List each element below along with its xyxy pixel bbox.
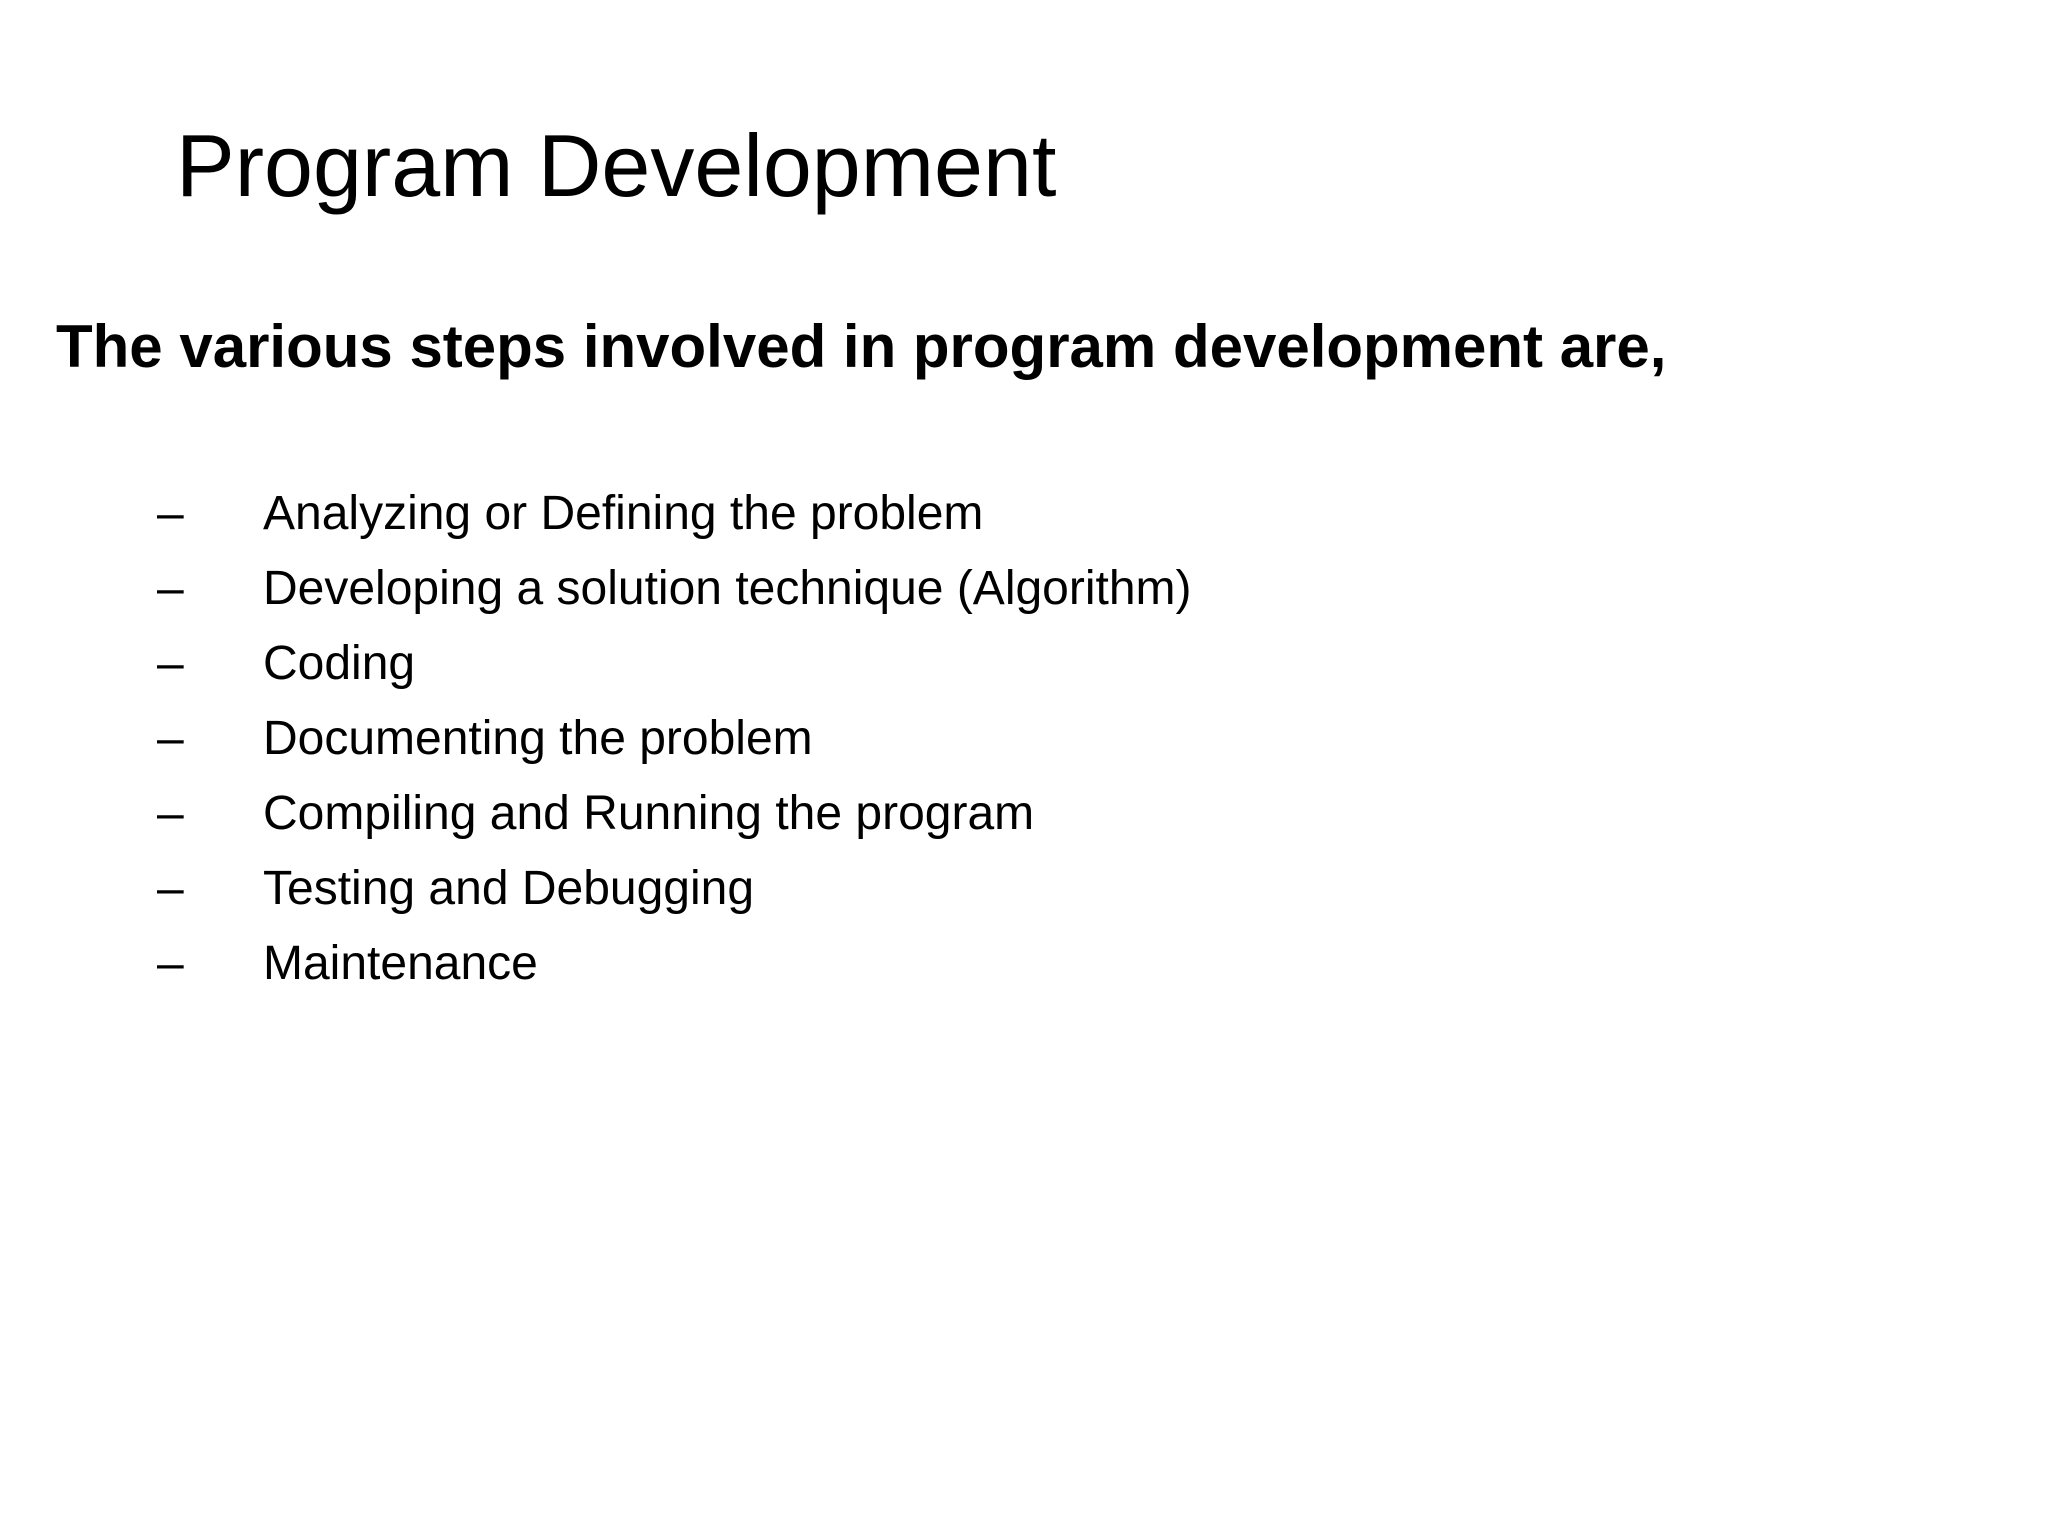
step-label: Analyzing or Defining the problem bbox=[263, 487, 984, 540]
step-label: Testing and Debugging bbox=[263, 862, 755, 915]
dash-bullet: – bbox=[157, 487, 184, 540]
list-item bbox=[0, 926, 1700, 1001]
dash-bullet: – bbox=[157, 937, 184, 990]
step-label: Maintenance bbox=[263, 937, 538, 990]
step-label: Developing a solution technique (Algorithm) bbox=[263, 562, 1192, 615]
list-item bbox=[0, 701, 1700, 776]
list-item bbox=[0, 776, 1700, 851]
list-item bbox=[0, 851, 1700, 926]
dash-bullet: – bbox=[157, 787, 184, 840]
slide-title: Program Development bbox=[176, 116, 1057, 215]
step-label: Documenting the problem bbox=[263, 712, 813, 765]
list-item bbox=[0, 626, 1700, 701]
dash-bullet: – bbox=[157, 637, 184, 690]
steps-list bbox=[0, 476, 1700, 1001]
dash-bullet: – bbox=[157, 712, 184, 765]
dash-bullet: – bbox=[157, 862, 184, 915]
dash-bullet: – bbox=[157, 562, 184, 615]
list-item bbox=[0, 551, 1700, 626]
step-label: Coding bbox=[263, 637, 416, 690]
slide-intro: The various steps involved in program development are, bbox=[56, 313, 1667, 380]
step-label: Compiling and Running the program bbox=[263, 787, 1035, 840]
list-item bbox=[0, 476, 1700, 551]
